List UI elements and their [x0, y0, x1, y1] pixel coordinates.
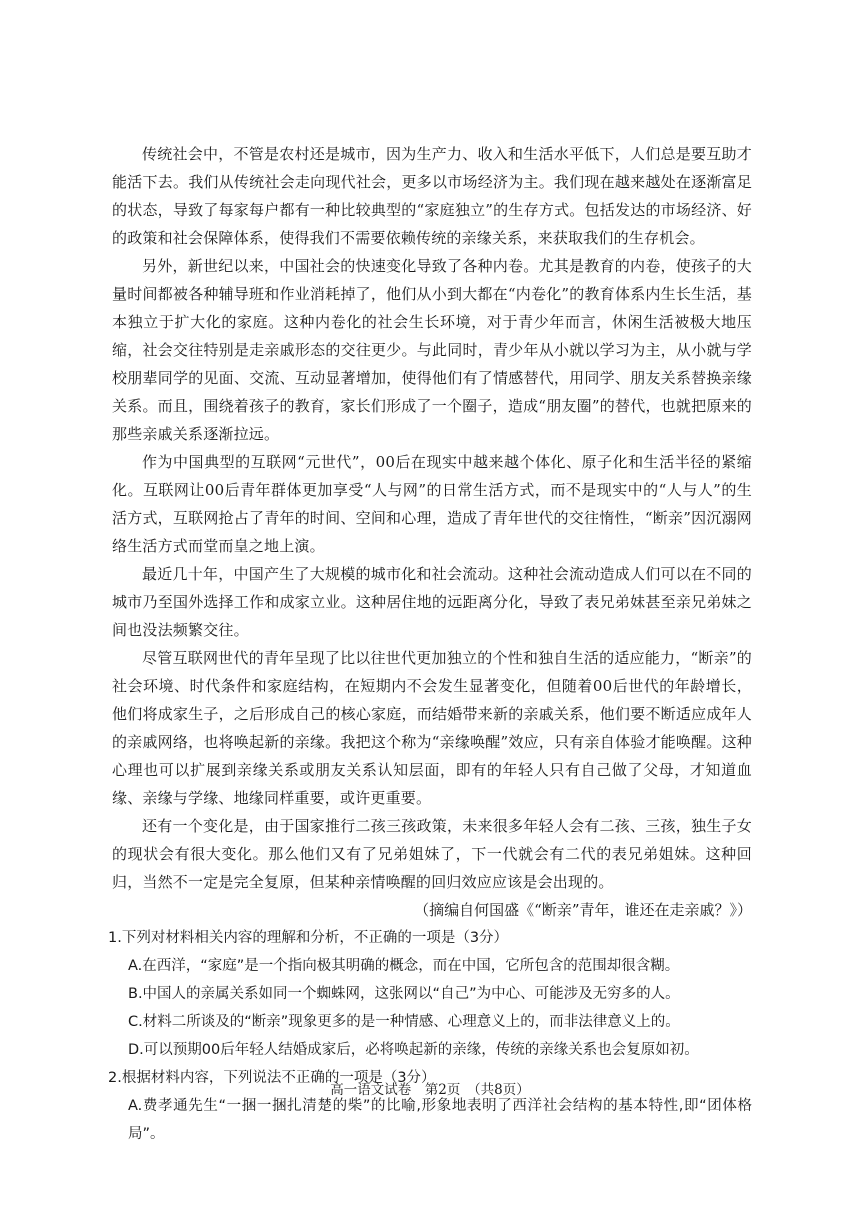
page-footer: 高一语文试卷 第2页 （共8页） [330, 1082, 530, 1098]
question-option: A.在西洋，“家庭”是一个指向极其明确的概念，而在中国，它所包含的范围却很含糊。 [128, 958, 680, 974]
question-option: D.可以预期00后年轻人结婚成家后，必将唤起新的亲缘，传统的亲缘关系也会复原如初。 [128, 1042, 699, 1058]
question-option: C.材料二所谈及的“断亲”现象更多的是一种情感、心理意义上的，而非法律意义上的。 [128, 1014, 680, 1030]
exam-page [108, 140, 752, 1148]
question-option: B.中国人的亲属关系如同一个蜘蛛网，这张网以“自己”为中心、可能涉及无穷多的人。 [128, 986, 680, 1002]
question-2 [108, 1064, 752, 1148]
question-stem: 2.根据材料内容，下列说法不正确的一项是（3分） [108, 1070, 436, 1086]
passage-source: （摘编自何国盛《“断亲”青年，谁还在走亲戚？》） [414, 901, 752, 919]
passage-paragraph: 另外，新世纪以来，中国社会的快速变化导致了各种内卷。尤其是教育的内卷，使孩子的大量时间都被各种辅导班和作业消耗掉了，他们从小到大都在“内卷化”的教育体系内生长生活，基本独立于扩大化的家庭。这种内卷化的社会生长环境，对于青少年而言，休闲生活被极大地压缩，社会交往特别是走亲戚形态的交往更少。与此同时，青少年从小就以学习为主，从小就与学校朋辈同学的见面、交流、互动显著增加，使得他们有了情感替代，用同学、朋友关系替换亲缘关系。而且，围绕着孩子的教育，家长们形成了一个圈子，造成“朋友圈”的替代，也就把原来的那些亲戚关系逐渐拉远。 [112, 257, 752, 443]
passage-paragraph: 最近几十年，中国产生了大规模的城市化和社会流动。这种社会流动造成人们可以在不同的城市乃至国外选择工作和成家立业。这种居住地的远距离分化，导致了表兄弟妹甚至亲兄弟妹之间也没法频繁交往。 [112, 565, 752, 639]
question-1 [108, 924, 752, 1064]
passage-paragraph: 尽管互联网世代的青年呈现了比以往世代更加独立的个性和独自生活的适应能力，“断亲”的社会环境、时代条件和家庭结构，在短期内不会发生显著变化，但随着00后世代的年龄增长，他们将成家生子，之后形成自己的核心家庭，而结婚带来新的亲戚关系，他们要不断适应成年人的亲戚网络，也将唤起新的亲缘。我把这个称为“亲缘唤醒”效应，只有亲自体验才能唤醒。这种心理也可以扩展到亲缘关系或朋友关系认知层面，即有的年轻人只有自己做了父母，才知道血缘、亲缘与学缘、地缘同样重要，或许更重要。 [112, 649, 752, 807]
question-option: A.费孝通先生“一捆一捆扎清楚的柴”的比喻,形象地表明了西洋社会结构的基本特性,即“团体格局”。 [128, 1098, 752, 1142]
passage-paragraph: 还有一个变化是，由于国家推行二孩三孩政策，未来很多年轻人会有二孩、三孩，独生子女的现状会有很大变化。那么他们又有了兄弟姐妹了，下一代就会有二代的表兄弟姐妹。这种回归，当然不一定是完全复原，但某种亲情唤醒的回归效应应该是会出现的。 [112, 817, 752, 891]
passage-paragraph: 传统社会中，不管是农村还是城市，因为生产力、收入和生活水平低下，人们总是要互助才能活下去。我们从传统社会走向现代社会，更多以市场经济为主。我们现在越来越处在逐渐富足的状态，导致了每家每户都有一种比较典型的“家庭独立”的生存方式。包括发达的市场经济、好的政策和社会保障体系，使得我们不需要依赖传统的亲缘关系，来获取我们的生存机会。 [112, 145, 752, 247]
passage-paragraph: 作为中国典型的互联网“元世代”，00后在现实中越来越个体化、原子化和生活半径的紧缩化。互联网让00后青年群体更加享受“人与网”的日常生活方式，而不是现实中的“人与人”的生活方式，互联网抢占了青年的时间、空间和心理，造成了青年世代的交往惰性，“断亲”因沉溺网络生活方式而堂而皇之地上演。 [112, 453, 752, 555]
question-stem: 1.下列对材料相关内容的理解和分析，不正确的一项是（3分） [108, 930, 509, 946]
reading-passage [112, 140, 752, 924]
